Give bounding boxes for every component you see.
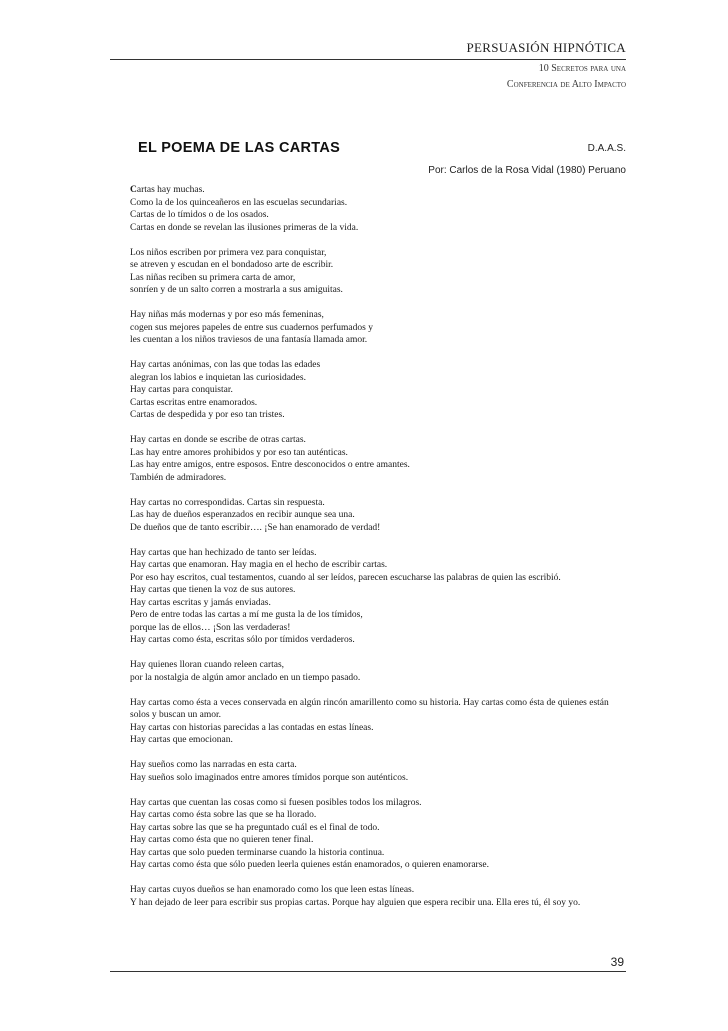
header-subtitle-line-2: Conferencia de Alto Impacto: [506, 79, 626, 90]
poem-line: por la nostalgia de algún amor anclado en un tiempo pasado.: [130, 672, 361, 683]
poem-line: Pero de entre todas las cartas a mí me gusta la de los tímidos,: [130, 610, 363, 620]
poem-line: Hay cartas cuyos dueños se han enamorado como los que leen estas líneas.: [130, 885, 415, 895]
poem-stanza: [130, 309, 630, 347]
poem-line: Hay cartas como ésta sobre las que se ha llorado.: [130, 810, 317, 820]
poem-stanza: [130, 547, 630, 647]
poem-line: Hay cartas anónimas, con las que todas las edades: [130, 360, 321, 370]
poem-line: Hay cartas escritas y jamás enviadas.: [130, 597, 271, 608]
poem-line: Cartas de lo tímidos o de los osados.: [130, 210, 269, 220]
page-header: [110, 40, 626, 90]
poem-stanza: [130, 884, 630, 909]
poem-line: Hay cartas que enamoran. Hay magia en el hecho de escribir cartas.: [130, 560, 388, 570]
poem-dropcap: C: [130, 185, 137, 195]
poem-body: [130, 184, 630, 922]
poem-line: Hay niñas más modernas y por eso más femeninas,: [130, 310, 324, 320]
poem-signature: D.A.A.S.: [587, 143, 626, 154]
poem-line: Las hay de dueños esperanzados en recibir aunque sea una.: [130, 510, 355, 520]
poem-stanza: [130, 659, 630, 684]
poem-line: Cartas de despedida y por eso tan tristes.: [130, 410, 285, 420]
poem-line: Hay cartas no correspondidas. Cartas sin respuesta.: [130, 497, 325, 508]
poem-line: Hay cartas para conquistar.: [130, 385, 233, 395]
poem-stanza: [130, 797, 630, 872]
header-title: PERSUASIÓN HIPNÓTICA: [466, 40, 626, 55]
poem-line: se atreven y escudan en el bondadoso arte de escribir.: [130, 260, 334, 270]
poem-line: Hay cartas que tienen la voz de sus autores.: [130, 585, 296, 595]
poem-line: Las hay entre amores prohibidos y por eso tan auténticas.: [130, 447, 348, 458]
poem-line-text: artas hay muchas.: [136, 185, 205, 195]
page-number: 39: [610, 955, 624, 969]
poem-line: También de admiradores.: [130, 472, 227, 483]
poem-line: Y han dejado de leer para escribir sus propias cartas. Porque hay alguien que espera recibir una. Ella eres tú, él soy yo.: [130, 897, 581, 908]
poem-line: Por eso hay escritos, cual testamentos, cuando al ser leídos, parecen escucharse las palabras de quien las escribió.: [130, 572, 561, 583]
poem-line: Hay cartas con historias parecidas a las contadas en estas líneas.: [130, 722, 374, 733]
poem-stanza: [130, 359, 630, 422]
poem-line: De dueños que de tanto escribir…. ¡Se han enamorado de verdad!: [130, 522, 381, 533]
poem-line: les cuentan a los niños traviesos de una fantasía llamada amor.: [130, 335, 368, 345]
poem-line: Hay cartas como ésta que no quieren tener final.: [130, 835, 314, 845]
poem-line: cogen sus mejores papeles de entre sus cuadernos perfumados y: [130, 322, 373, 333]
poem-line: Las niñas reciben su primera carta de amor,: [130, 272, 296, 283]
poem-stanza: [130, 434, 630, 484]
poem-line: Cartas escritas entre enamorados.: [130, 397, 258, 408]
poem-title: EL POEMA DE LAS CARTAS: [138, 140, 341, 156]
footer-rule: [110, 971, 626, 972]
poem-stanza: [130, 697, 630, 747]
poem-line: Hay cartas que solo pueden terminarse cuando la historia continua.: [130, 847, 385, 858]
header-subtitle-line-1: 10 Secretos para una: [538, 63, 626, 74]
poem-line: Hay cartas sobre las que se ha preguntado cuál es el final de todo.: [130, 822, 380, 833]
poem-line: alegran los labios e inquietan las curiosidades.: [130, 372, 306, 383]
poem-stanza: [130, 759, 630, 784]
poem-line: Hay sueños como las narradas en esta carta.: [130, 760, 297, 770]
poem-line: porque las de ellos… ¡Son las verdaderas!: [130, 622, 291, 633]
poem-line: Hay cartas que emocionan.: [130, 735, 233, 745]
poem-stanza: [130, 497, 630, 535]
poem-line: [130, 184, 630, 197]
poem-line: Hay cartas que cuentan las cosas como si fuesen posibles todos los milagros.: [130, 797, 422, 808]
poem-line: Hay cartas como ésta, escritas sólo por tímidos verdaderos.: [130, 635, 355, 645]
poem-line: Hay sueños solo imaginados entre amores tímidos porque son auténticos.: [130, 772, 409, 783]
poem-line: Los niños escriben por primera vez para conquistar,: [130, 247, 327, 258]
poem-line: Hay quienes lloran cuando releen cartas,: [130, 660, 285, 670]
poem-line: Hay cartas como ésta que sólo pueden leerla quienes están enamorados, o quieren enamorarse.: [130, 860, 490, 870]
poem-line: Como la de los quinceañeros en las escuelas secundarias.: [130, 197, 348, 208]
poem-stanza: [130, 247, 630, 297]
poem-line: Cartas en donde se revelan las ilusiones primeras de la vida.: [130, 222, 359, 233]
poem-byline: Por: Carlos de la Rosa Vidal (1980) Peruano: [428, 165, 626, 176]
poem-line: sonríen y de un salto corren a mostrarla a sus amiguitas.: [130, 285, 343, 295]
poem-line: Hay cartas en donde se escribe de otras cartas.: [130, 435, 306, 445]
poem-line: Las hay entre amigos, entre esposos. Entre desconocidos o entre amantes.: [130, 460, 410, 470]
poem-stanza: [130, 184, 630, 234]
poem-line: Hay cartas como ésta a veces conservada en algún rincón amarillento como su historia. Hay cartas como ésta de quienes están solos y buscan un amor.: [130, 697, 609, 720]
header-rule: [110, 59, 626, 60]
poem-line: Hay cartas que han hechizado de tanto ser leídas.: [130, 547, 317, 558]
